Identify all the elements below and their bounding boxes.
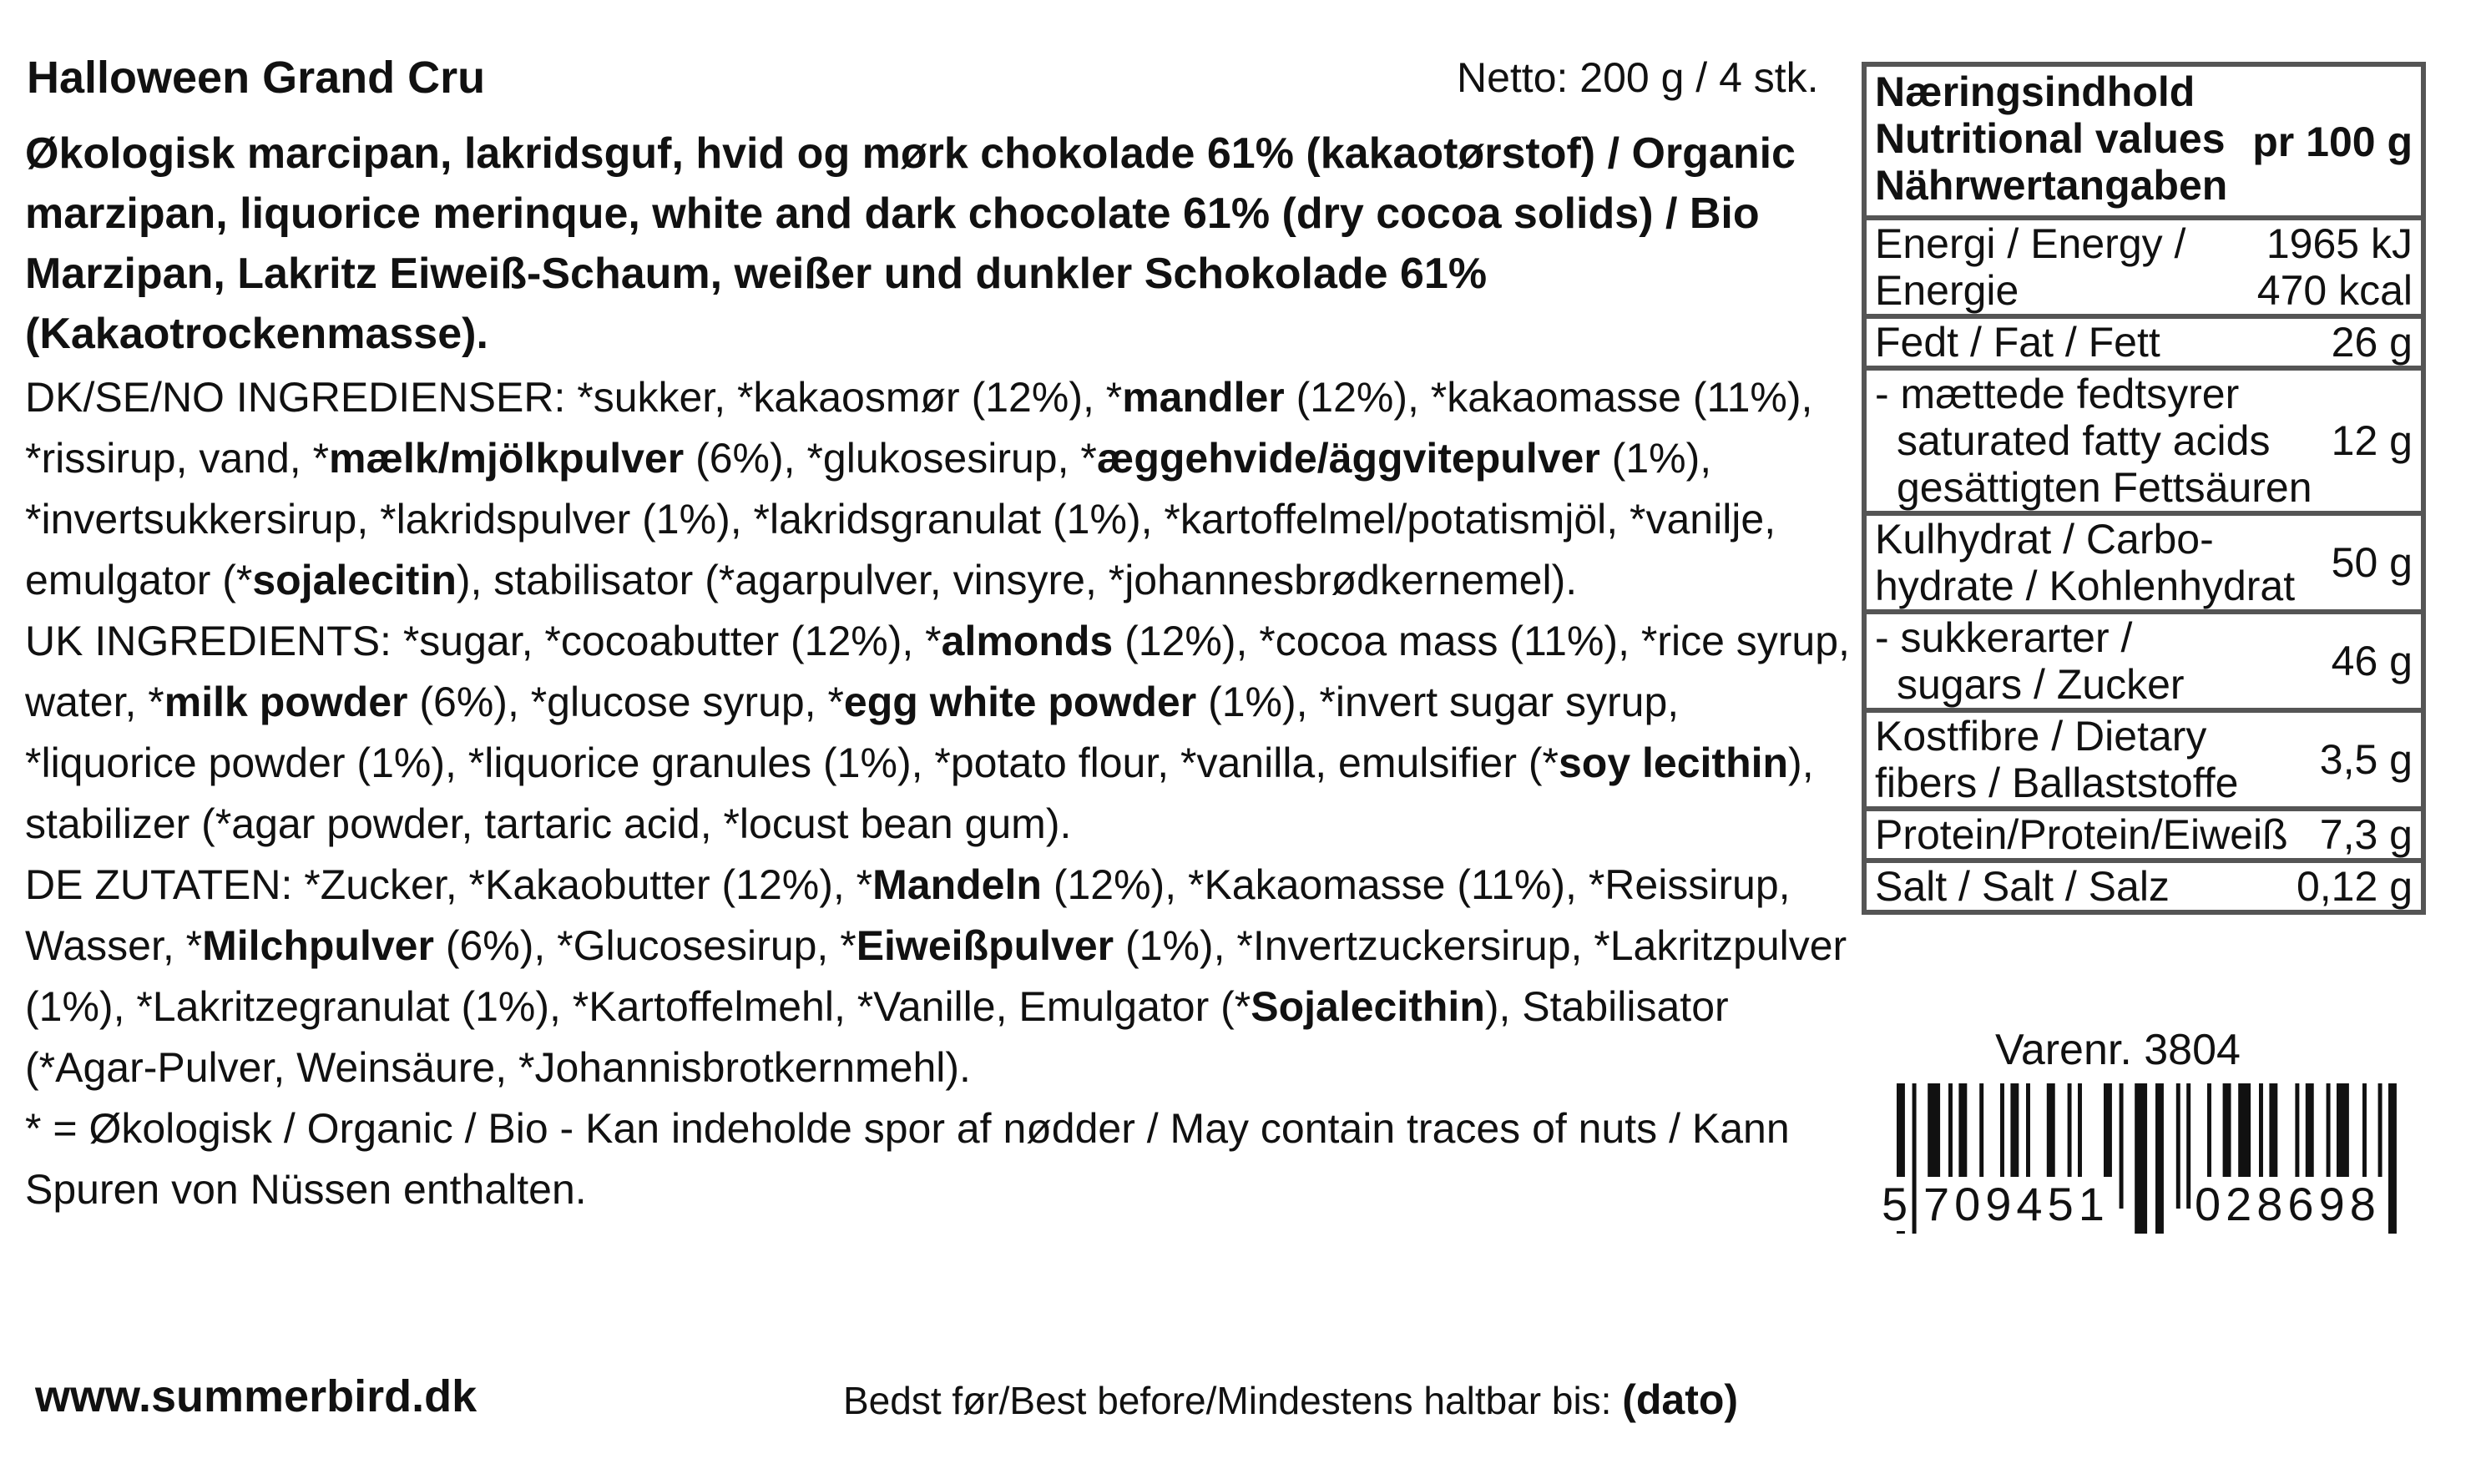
allergen: Sojalecithin [1251,983,1485,1030]
nutrition-label: Salt / Salt / Salz [1875,863,2170,910]
nutrition-header-line: Nährwertangaben [1875,162,2228,209]
nutrition-label: Protein/Protein/Eiweiß [1875,811,2288,858]
allergen: milk powder [164,679,408,725]
nutrition-rows [1867,220,2421,910]
allergen: Milchpulver [202,922,434,969]
ingredient-text: (12%), *kakaomasse (11%), *rissirup, vand, * [25,374,1813,482]
ingredient-text: (1%), *Invertzuckersirup, *Lakritzpulver (1%), *Lakritzegranulat (1%), *Kartoffelmehl, *Vanille, Emulgator (* [25,922,1847,1030]
net-weight: Netto: 200 g / 4 stk. [1457,54,1819,101]
allergen: æggehvide/äggvitepulver [1096,435,1600,482]
nutrition-row [1867,811,2421,863]
nutrition-header-line: Nutritional values [1875,115,2226,162]
nutrition-header-line: Næringsindhold [1875,68,2196,115]
ingredient-text: (6%), *glukosesirup, * [684,435,1097,482]
barcode-digits-right: 028698 [2191,1177,2384,1231]
ingredient-text: DE ZUTATEN: *Zucker, *Kakaobutter (12%), * [25,861,873,908]
nutrition-value: 1965 kJ 470 kcal [2256,220,2413,314]
nutrition-row [1867,371,2421,516]
barcode-bar [2155,1083,2164,1234]
ingredient-text: UK INGREDIENTS: *sugar, *cocoabutter (12%), * [25,618,942,664]
allergen: sojalecitin [252,557,457,603]
ingredient-text: ), Stabilisator (*Agar-Pulver, Weinsäure, *Johannisbrotkernmehl). [25,983,1729,1091]
ingredient-text: ), stabilizer (*agar powder, tartaric acid, *locust bean gum). [25,739,1814,847]
best-before-date: (dato) [1622,1376,1739,1423]
ingredient-text: (6%), *Glucosesirup, * [433,922,856,969]
barcode-digits-left: 709451 [1920,1177,2113,1231]
ingredient-text: DK/SE/NO INGREDIENSER: *sukker, *kakaosmør (12%), * [25,374,1123,421]
barcode-bar [2186,1083,2190,1209]
ingredients-uk [25,611,1862,855]
nutrition-value: 26 g [2331,319,2413,366]
best-before-label: Bedst før/Best before/Mindestens haltbar bis: [843,1379,1623,1422]
ingredients-de [25,855,1862,1098]
nutrition-label: Kulhydrat / Carbo- hydrate / Kohlenhydrat [1875,516,2296,609]
allergen: mælk/mjölkpulver [329,435,685,482]
website: www.summerbird.dk [35,1371,478,1421]
nutrition-label: Energi / Energy / Energie [1875,220,2186,314]
barcode-bar [2135,1083,2147,1234]
product-description: Økologisk marcipan, lakridsguf, hvid og mørk chokolade 61% (kakaotørstof) / Organic marzipan, liquorice merinque, white and dark chocolate 61% (dry cocoa solids) / Bio Marzipan, Lakritz Eiweiß-Schaum, weißer und dunkler Schokolade 61% (Kakaotrockenmasse). [25,129,1796,358]
product-title: Halloween Grand Cru [27,53,486,103]
nutrition-value: 12 g [2331,417,2413,464]
best-before [843,1375,1738,1424]
nutrition-per-unit: pr 100 g [2252,119,2413,165]
ingredients-dk [25,367,1862,611]
nutrition-row [1867,713,2421,811]
ingredient-text: (1%), *invert sugar syrup, *liquorice powder (1%), *liquorice granules (1%), *potato flour, *vanilla, emulsifier (* [25,679,1680,786]
ingredient-text: (12%), *Kakaomasse (11%), *Reissirup, Wasser, * [25,861,1791,969]
nutrition-value: 46 g [2331,638,2413,684]
allergen: Mandeln [872,861,1042,908]
nutrition-label: Kostfibre / Dietary fibers / Ballaststoffe [1875,713,2239,806]
nutrition-value: 50 g [2331,539,2413,586]
nutrition-row [1867,516,2421,614]
nutrition-value: 3,5 g [2319,736,2413,783]
barcode-bar [2176,1083,2180,1209]
nutrition-value: 0,12 g [2296,863,2413,910]
nutrition-value: 7,3 g [2319,811,2413,858]
nutrition-row [1867,220,2421,319]
ingredient-text: ), stabilisator (*agarpulver, vinsyre, *johannesbrødkernemel). [456,557,1578,603]
barcode-first-digit: 5 [1878,1177,1911,1231]
ingredient-text: * = Økologisk / Organic / Bio - Kan indeholde spor af nødder / May contain traces of nuts / Kann Spuren von Nüssen enthalten. [25,1105,1790,1213]
allergen: mandler [1122,374,1285,421]
nutrition-header-labels [1875,68,2227,209]
ingredient-text: (1%), *invertsukkersirup, *lakridspulver (1%), *lakridsgranulat (1%), *kartoffelmel/potatismjöl, *vanilje, emulgator (* [25,435,1776,603]
item-number: Varenr. 3804 [1995,1026,2241,1074]
barcode-bar [2120,1083,2124,1209]
nutrition-table [1862,62,2426,915]
ingredient-text: (12%), *cocoa mass (11%), *rice syrup, water, * [25,618,1850,725]
allergen: egg white powder [843,679,1197,725]
allergen: Eiweißpulver [856,922,1114,969]
barcode-bar [1913,1083,1917,1234]
ingredients-footnote [25,1098,1862,1220]
nutrition-label: - mættede fedtsyrer saturated fatty acids gesättigten Fettsäuren [1875,371,2312,511]
nutrition-label: - sukkerarter / sugars / Zucker [1875,614,2185,708]
nutrition-label: Fedt / Fat / Fett [1875,319,2160,366]
nutrition-header [1867,67,2421,220]
nutrition-row [1867,319,2421,371]
ingredient-text: (6%), *glucose syrup, * [407,679,844,725]
allergen: almonds [941,618,1114,664]
nutrition-row [1867,863,2421,910]
allergen: soy lecithin [1558,739,1789,786]
ingredients-block [25,367,1862,1220]
barcode-bar [2388,1083,2397,1234]
nutrition-row [1867,614,2421,713]
